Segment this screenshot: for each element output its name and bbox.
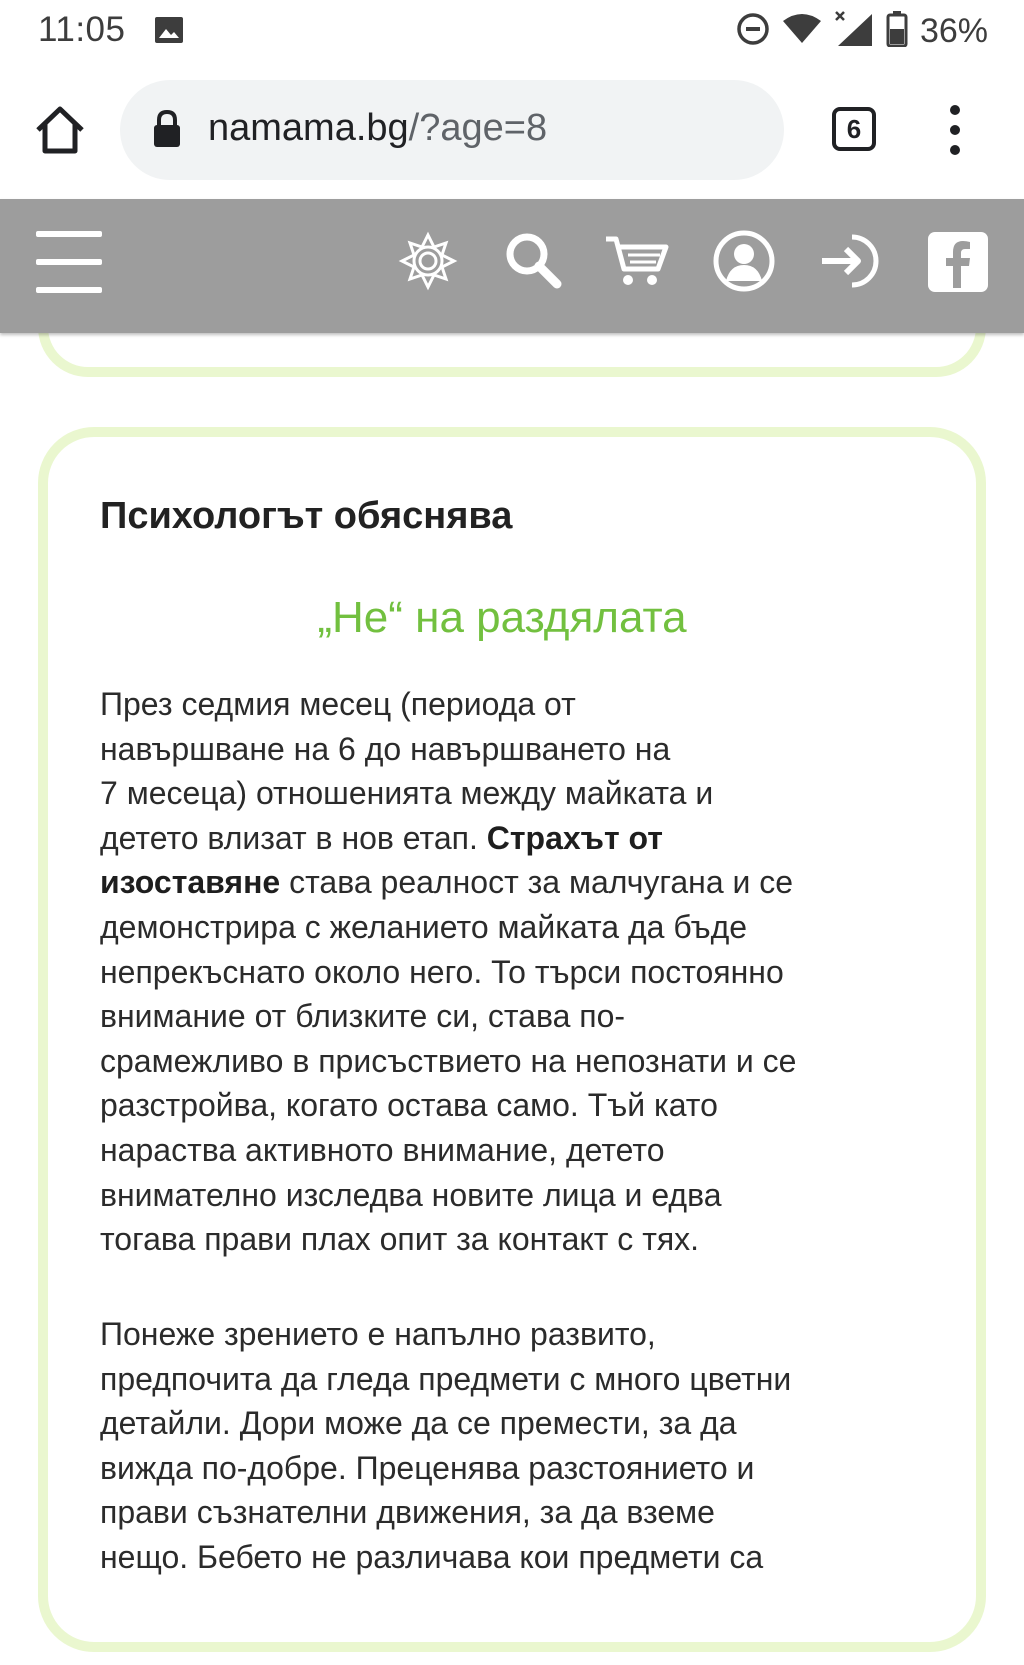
paragraph-line: нараства активното внимание, детето (100, 1131, 665, 1168)
paragraph-line: прави съзнателни движения, за да вземе (100, 1494, 715, 1531)
paragraph-line: 7 месеца) отношенията между майката и (100, 775, 714, 812)
paragraph-1 (100, 682, 900, 1262)
paragraph-line: разстройва, когато остава само. Тъй като (100, 1087, 718, 1124)
browser-toolbar (0, 62, 1024, 199)
paragraph-line (100, 860, 900, 905)
bold-phrase: Страхът от (486, 819, 663, 856)
paragraph-line: детайли. Дори може да се премести, за да (100, 1405, 737, 1442)
paragraph-line: тогава прави плах опит за контакт с тях. (100, 1221, 700, 1258)
bold-phrase: изоставяне (100, 864, 281, 901)
paragraph-text: детето влизат в нов етап. (100, 819, 487, 856)
status-icons (736, 10, 988, 52)
paragraph-line: Понеже зрението е напълно развито, (100, 1316, 656, 1352)
site-header (0, 199, 1024, 333)
url-domain: namama.bg (208, 107, 409, 149)
url-path: /?age=8 (408, 107, 548, 149)
paragraph-2 (100, 1312, 900, 1580)
hamburger-menu-icon[interactable] (36, 231, 102, 293)
card-subtitle: „Не“ на раздялата (317, 593, 687, 642)
paragraph-line: непрекъснато около него. То търси постоянно (100, 953, 784, 990)
status-time: 11:05 (38, 10, 126, 49)
paragraph-line: внимателно изследва новите лица и едва (100, 1176, 722, 1213)
psychologist-card (38, 427, 986, 1652)
lock-icon (152, 110, 182, 153)
url-text[interactable] (208, 107, 547, 150)
mandala-icon[interactable] (396, 229, 460, 293)
status-bar (0, 0, 1024, 62)
battery-icon (886, 11, 908, 52)
cell-signal-icon (834, 10, 874, 53)
home-icon[interactable] (32, 102, 88, 158)
more-options-icon[interactable] (940, 100, 970, 160)
gallery-icon (154, 16, 184, 49)
facebook-icon[interactable] (928, 232, 992, 296)
battery-percent: 36% (919, 11, 988, 50)
paragraph-line: навършване на 6 до навършването на (100, 730, 671, 767)
login-icon[interactable] (818, 229, 882, 293)
paragraph-line: нещо. Бебето не различава кои предмети са (100, 1538, 764, 1575)
account-icon[interactable] (712, 229, 776, 293)
paragraph-line: предпочита да гледа предмети с много цветни (100, 1360, 792, 1397)
paragraph-line: срамежливо в присъствието на непознати и се (100, 1042, 797, 1079)
do-not-disturb-icon (736, 12, 770, 51)
paragraph-text: става реалност за малчугана и се (280, 864, 794, 901)
paragraph-line: внимание от близките си, става по- (100, 998, 626, 1035)
paragraph-line: През седмия месец (периода от (100, 686, 576, 722)
wifi-icon (782, 13, 822, 50)
address-bar[interactable] (120, 80, 784, 180)
search-icon[interactable] (502, 229, 566, 293)
paragraph-line (100, 816, 900, 861)
paragraph-line: вижда по-добре. Преценява разстоянието и (100, 1449, 755, 1486)
card-heading: Психологът обяснява (100, 495, 513, 537)
cart-icon[interactable] (604, 229, 668, 293)
paragraph-line: демонстрира с желанието майката да бъде (100, 908, 748, 945)
tab-switcher-button[interactable]: 6 (832, 107, 876, 151)
